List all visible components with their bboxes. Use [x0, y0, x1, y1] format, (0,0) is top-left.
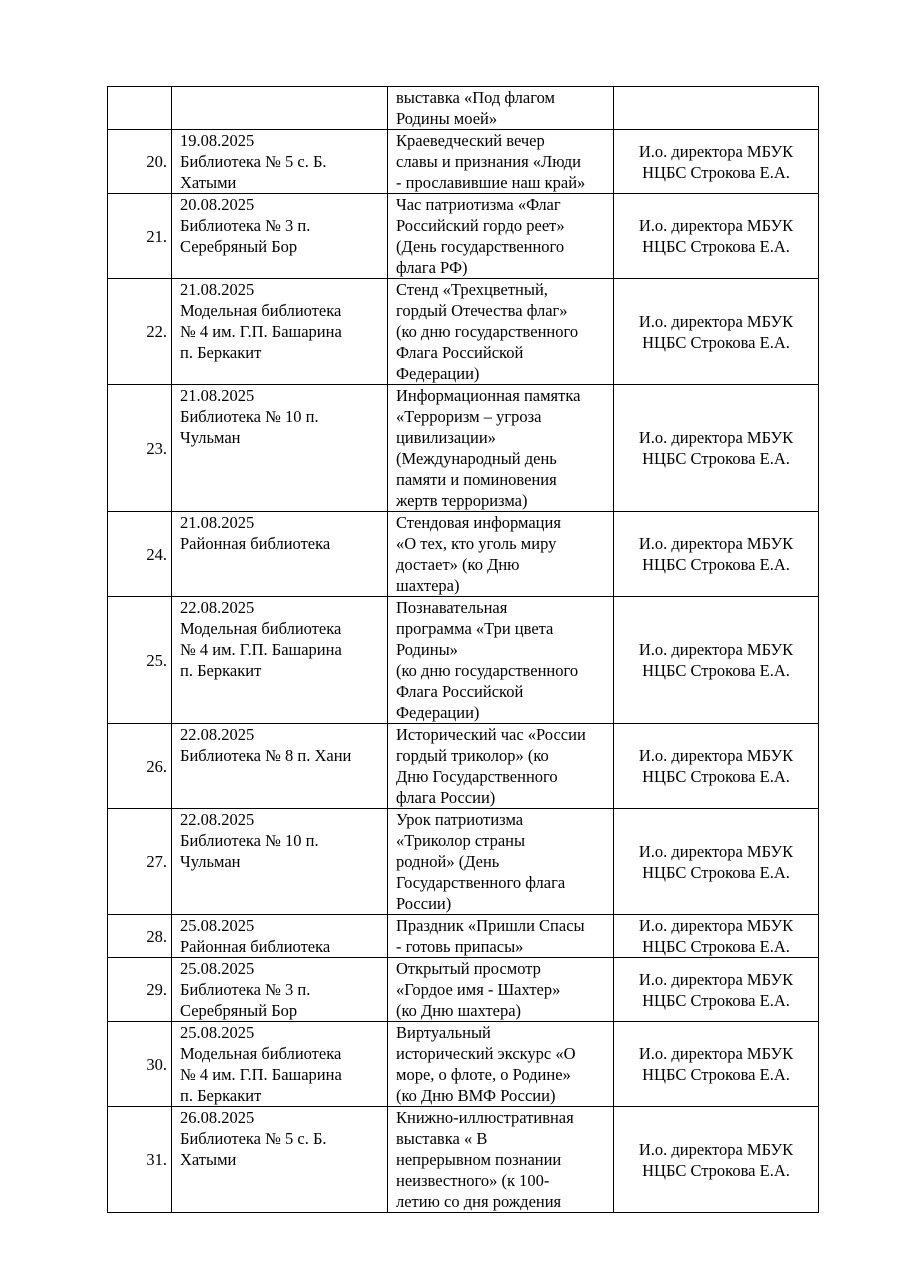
date-and-place — [172, 915, 388, 958]
responsible-person-line: НЦБС Строкова Е.А. — [642, 555, 790, 574]
row-number: 26. — [108, 724, 172, 809]
date-and-place-line: Модельная библиотека — [180, 1044, 342, 1063]
event-description — [388, 915, 614, 958]
responsible-person — [614, 724, 819, 809]
event-description-line: море, о флоте, о Родине» — [396, 1065, 571, 1084]
responsible-person-line: НЦБС Строкова Е.А. — [642, 237, 790, 256]
date-and-place — [172, 194, 388, 279]
responsible-person-line: И.о. директора МБУК — [638, 534, 794, 553]
responsible-person-line: И.о. директора МБУК — [638, 1139, 794, 1159]
row-number: 25. — [108, 597, 172, 724]
date-and-place-line: 25.08.2025 — [180, 959, 255, 978]
table-row — [108, 809, 819, 915]
date-and-place-line: Чульман — [180, 428, 241, 447]
responsible-person-line: НЦБС Строкова Е.А. — [642, 862, 790, 882]
date-and-place-line: п. Беркакит — [180, 661, 262, 680]
events-table — [107, 86, 819, 1213]
date-and-place-line: Модельная библиотека — [180, 301, 342, 320]
responsible-person-line: НЦБС Строкова Е.А. — [642, 990, 790, 1010]
event-description-line: выставка «Под флагом — [396, 88, 555, 107]
date-and-place-line: Чульман — [180, 852, 241, 871]
date-and-place-line: 22.08.2025 — [180, 725, 255, 744]
event-description-line: гордый триколор» (ко — [396, 746, 549, 765]
responsible-person-line: НЦБС Строкова Е.А. — [642, 767, 790, 786]
event-description-line: Краеведческий вечер — [396, 131, 545, 150]
date-and-place-line: п. Беркакит — [180, 343, 262, 362]
date-and-place-line: № 4 им. Г.П. Башарина — [180, 322, 342, 341]
responsible-person-line: И.о. директора МБУК — [638, 916, 794, 935]
event-description-line: Флага Российской — [396, 343, 524, 362]
date-and-place-line: Библиотека № 10 п. — [180, 831, 319, 850]
date-and-place-line: 25.08.2025 — [180, 1023, 255, 1042]
responsible-person — [614, 1107, 819, 1213]
date-and-place — [172, 724, 388, 809]
responsible-person — [614, 87, 819, 130]
responsible-person-line: И.о. директора МБУК — [638, 841, 794, 861]
event-description-line: шахтера) — [396, 576, 460, 595]
responsible-person-line: И.о. директора МБУК — [638, 428, 794, 447]
event-description-line: Российский гордо реет» — [396, 216, 565, 235]
row-number: 28. — [108, 915, 172, 958]
event-description-line: Праздник «Пришли Спасы — [396, 916, 585, 935]
row-number: 30. — [108, 1022, 172, 1107]
event-description — [388, 87, 614, 130]
event-description-line: памяти и поминовения — [396, 470, 557, 489]
event-description-line: (ко Дню шахтера) — [396, 1001, 522, 1020]
responsible-person — [614, 1022, 819, 1107]
responsible-person — [614, 279, 819, 385]
date-and-place — [172, 958, 388, 1022]
row-number: 29. — [108, 958, 172, 1022]
date-and-place-line: Библиотека № 8 п. Хани — [180, 746, 352, 765]
date-and-place — [172, 130, 388, 194]
event-description-line: Исторический час «России — [396, 725, 586, 744]
row-number: 20. — [108, 130, 172, 194]
row-number: 31. — [108, 1107, 172, 1213]
row-number: 23. — [108, 385, 172, 512]
event-description-line: гордый Отечества флаг» — [396, 301, 568, 320]
event-description-line: славы и признания «Люди — [396, 152, 581, 171]
date-and-place-line: Хатыми — [180, 173, 237, 192]
event-description-line: исторический экскурс «О — [396, 1044, 576, 1063]
event-description-line: флага РФ) — [396, 258, 468, 277]
date-and-place — [172, 1107, 388, 1213]
event-description-line: Открытый просмотр — [396, 959, 541, 978]
event-description — [388, 724, 614, 809]
date-and-place-line: Библиотека № 10 п. — [180, 407, 319, 426]
table-row — [108, 512, 819, 597]
event-description-line: Государственного флага — [396, 873, 566, 892]
event-description-line: жертв терроризма) — [396, 491, 528, 510]
date-and-place — [172, 809, 388, 915]
date-and-place-line: Библиотека № 3 п. — [180, 216, 311, 235]
event-description-line: Дню Государственного — [396, 767, 558, 786]
date-and-place-line: Районная библиотека — [180, 534, 331, 553]
date-and-place-line: 21.08.2025 — [180, 386, 255, 405]
responsible-person-line: И.о. директора МБУК — [638, 216, 794, 235]
event-description-line: неизвестного» (к 100- — [396, 1171, 550, 1190]
event-description-line: - прославившие наш край» — [396, 173, 586, 192]
event-description-line: «Гордое имя - Шахтер» — [396, 980, 561, 999]
table-row — [108, 130, 819, 194]
responsible-person — [614, 194, 819, 279]
event-description-line: Познавательная — [396, 598, 508, 617]
table-row — [108, 87, 819, 130]
event-description-line: выставка « В — [396, 1129, 488, 1148]
date-and-place-line: № 4 им. Г.П. Башарина — [180, 640, 342, 659]
event-description-line: (ко дню государственного — [396, 322, 579, 341]
date-and-place-line: Районная библиотека — [180, 937, 331, 956]
event-description-line: непрерывном познании — [396, 1150, 562, 1169]
responsible-person-line: И.о. директора МБУК — [638, 640, 794, 659]
event-description — [388, 130, 614, 194]
responsible-person — [614, 130, 819, 194]
event-description-line: «Триколор страны — [396, 831, 526, 850]
responsible-person-line: И.о. директора МБУК — [638, 141, 794, 161]
event-description — [388, 512, 614, 597]
event-description-line: цивилизации» — [396, 428, 496, 447]
date-and-place-line: 22.08.2025 — [180, 810, 255, 829]
date-and-place — [172, 279, 388, 385]
event-description-line: родной» (День — [396, 852, 500, 871]
responsible-person-line: И.о. директора МБУК — [638, 746, 794, 765]
table-row — [108, 279, 819, 385]
event-description-line: Родины» — [396, 640, 458, 659]
date-and-place-line: Модельная библиотека — [180, 619, 342, 638]
table-row — [108, 915, 819, 958]
responsible-person — [614, 597, 819, 724]
date-and-place — [172, 87, 388, 130]
table-row — [108, 194, 819, 279]
date-and-place-line: Серебряный Бор — [180, 237, 298, 256]
row-number — [108, 87, 172, 130]
event-description-line: достает» (ко Дню — [396, 555, 520, 574]
event-description-line: Виртуальный — [396, 1023, 491, 1042]
date-and-place-line: 26.08.2025 — [180, 1108, 255, 1127]
event-description — [388, 194, 614, 279]
event-description-line: (День государственного — [396, 237, 565, 256]
table-row — [108, 724, 819, 809]
date-and-place — [172, 1022, 388, 1107]
row-number: 27. — [108, 809, 172, 915]
responsible-person — [614, 385, 819, 512]
responsible-person — [614, 958, 819, 1022]
responsible-person-line: НЦБС Строкова Е.А. — [642, 937, 790, 956]
table-row — [108, 1022, 819, 1107]
responsible-person-line: И.о. директора МБУК — [638, 1044, 794, 1063]
event-description-line: - готовь припасы» — [396, 937, 524, 956]
date-and-place-line: Библиотека № 3 п. — [180, 980, 311, 999]
event-description — [388, 597, 614, 724]
event-description-line: Книжно-иллюстративная — [396, 1108, 574, 1127]
responsible-person — [614, 915, 819, 958]
date-and-place-line: 19.08.2025 — [180, 131, 255, 150]
date-and-place-line: 20.08.2025 — [180, 195, 255, 214]
date-and-place-line: 22.08.2025 — [180, 598, 255, 617]
event-description — [388, 958, 614, 1022]
responsible-person-line: НЦБС Строкова Е.А. — [642, 162, 790, 182]
responsible-person — [614, 512, 819, 597]
responsible-person-line: НЦБС Строкова Е.А. — [642, 332, 790, 352]
row-number: 24. — [108, 512, 172, 597]
date-and-place-line: Библиотека № 5 с. Б. — [180, 152, 327, 171]
row-number: 21. — [108, 194, 172, 279]
event-description-line: Урок патриотизма — [396, 810, 524, 829]
date-and-place-line: п. Беркакит — [180, 1086, 262, 1105]
events-table-body — [108, 87, 819, 1213]
event-description — [388, 1022, 614, 1107]
responsible-person-line: И.о. директора МБУК — [638, 311, 794, 331]
event-description — [388, 279, 614, 385]
event-description — [388, 809, 614, 915]
event-description-line: Стенд «Трехцветный, — [396, 280, 548, 299]
event-description-line: «Терроризм – угроза — [396, 407, 542, 426]
event-description-line: России) — [396, 894, 452, 913]
event-description-line: летию со дня рождения — [396, 1192, 562, 1211]
responsible-person-line: НЦБС Строкова Е.А. — [642, 1160, 790, 1180]
event-description-line: «О тех, кто уголь миру — [396, 534, 557, 553]
date-and-place-line: № 4 им. Г.П. Башарина — [180, 1065, 342, 1084]
date-and-place — [172, 512, 388, 597]
date-and-place-line: Серебряный Бор — [180, 1001, 298, 1020]
event-description — [388, 385, 614, 512]
row-number: 22. — [108, 279, 172, 385]
event-description-line: Стендовая информация — [396, 513, 561, 532]
date-and-place — [172, 597, 388, 724]
event-description — [388, 1107, 614, 1213]
event-description-line: Флага Российской — [396, 682, 524, 701]
date-and-place-line: 25.08.2025 — [180, 916, 255, 935]
event-description-line: (Международный день — [396, 449, 557, 468]
event-description-line: флага России) — [396, 788, 496, 807]
date-and-place-line: Библиотека № 5 с. Б. — [180, 1129, 327, 1148]
table-row — [108, 958, 819, 1022]
responsible-person-line: И.о. директора МБУК — [638, 969, 794, 989]
responsible-person — [614, 809, 819, 915]
event-description-line: Информационная памятка — [396, 386, 581, 405]
event-description-line: Час патриотизма «Флаг — [396, 195, 561, 214]
event-description-line: (ко Дню ВМФ России) — [396, 1086, 556, 1105]
date-and-place-line: Хатыми — [180, 1150, 237, 1169]
event-description-line: программа «Три цвета — [396, 619, 554, 638]
table-row — [108, 385, 819, 512]
date-and-place-line: 21.08.2025 — [180, 280, 255, 299]
table-row — [108, 597, 819, 724]
responsible-person-line: НЦБС Строкова Е.А. — [642, 449, 790, 468]
date-and-place — [172, 385, 388, 512]
table-row — [108, 1107, 819, 1213]
event-description-line: Федерации) — [396, 364, 480, 383]
event-description-line: Родины моей» — [396, 109, 498, 128]
event-description-line: Федерации) — [396, 703, 480, 722]
responsible-person-line: НЦБС Строкова Е.А. — [642, 1065, 790, 1084]
responsible-person-line: НЦБС Строкова Е.А. — [642, 661, 790, 680]
event-description-line: (ко дню государственного — [396, 661, 579, 680]
date-and-place-line: 21.08.2025 — [180, 513, 255, 532]
